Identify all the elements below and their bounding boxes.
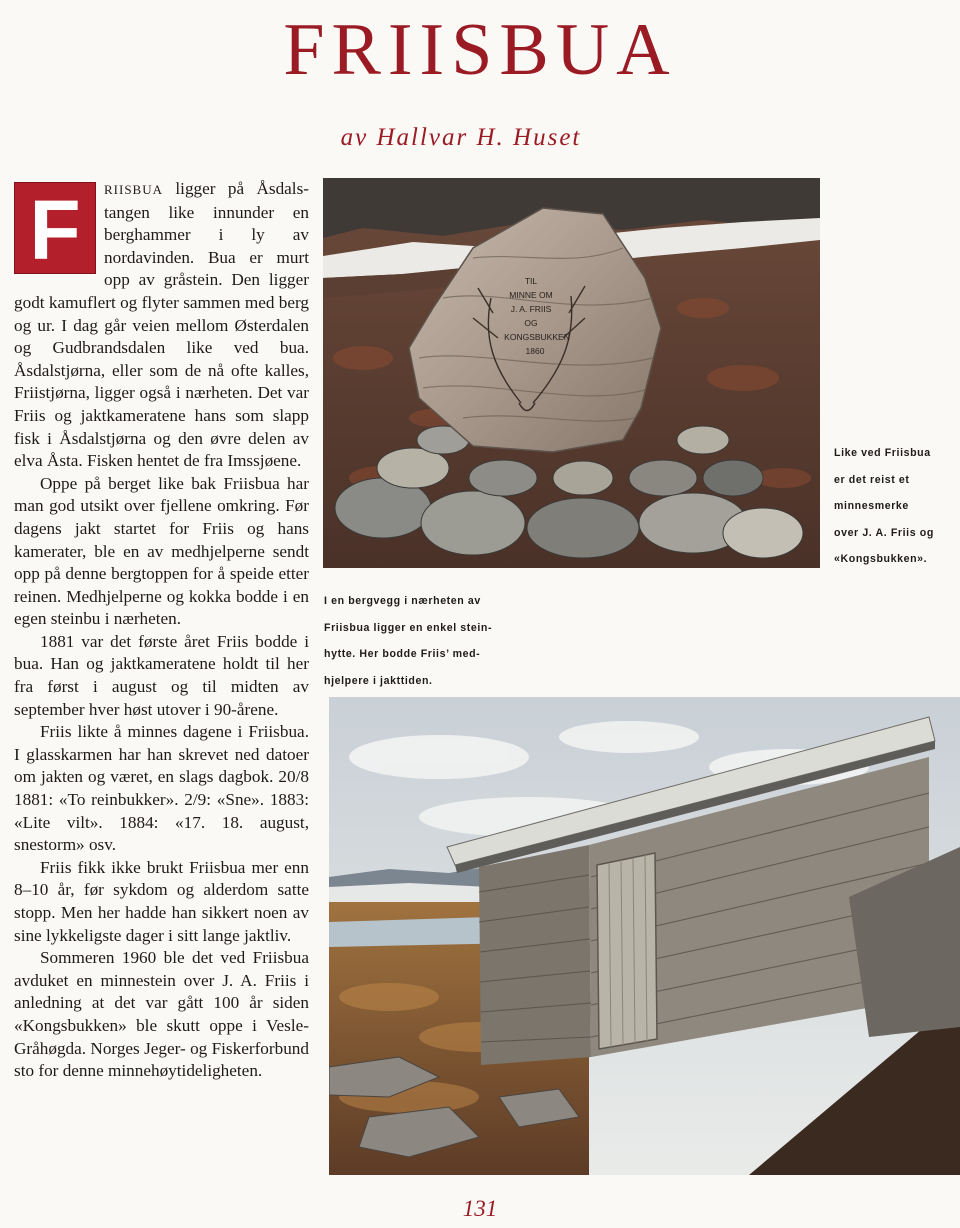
paragraph: Oppe på berget like bak Friisbua har man god utsikt over fjellene omkring. Før dagens jakt startet for Friis og hans kamerater, ble en av medhjelperne sendt opp på denne bergtoppen for å speide etter reinen. Medhjelperne og kokka bodde i en egen steinbu i nærheten. — [14, 473, 309, 629]
paragraph: Friis likte å minnes dagene i Friisbua. I glasskarmen har han skrevet ned datoer om jakten og været, en slags dagbok. 20/8 1881: «To reinbukker». 2/9: «Sne». 1883: «Lite vilt». 1884: «17. 18. august, snestorm» osv. — [14, 722, 309, 855]
page-number: 131 — [462, 1196, 498, 1221]
memorial-caption: Like ved Friisbua er det reist et minnesmerke over J. A. Friis og «Kongsbukken». — [834, 447, 934, 565]
paragraph: Friis fikk ikke brukt Friisbua mer enn 8–10 år, før sykdom og alderdom satte stopp. Men her hadde han sikkert noen av sine lykkeligste dager i sitt lange jaktliv. — [14, 857, 309, 945]
inscription-line: MINNE OM — [509, 290, 553, 300]
article-body — [14, 178, 309, 1083]
hut-caption: I en bergvegg i nærheten av Friisbua ligger en enkel stein- hytte. Her bodde Friis’ med- hjelpere i jakttiden. — [324, 595, 493, 687]
inscription-line: 1860 — [525, 346, 545, 356]
inscription-line: OG — [524, 318, 538, 328]
lead-smallcaps: RIISBUA — [104, 182, 164, 197]
memorial-stone-photo — [323, 178, 820, 568]
byline: av Hallvar H. Huset — [340, 124, 582, 151]
article-title: FRIISBUA — [283, 9, 677, 91]
lead-paragraph — [14, 178, 309, 473]
paragraph: Sommeren 1960 ble det ved Friisbua avduket en minnestein over J. A. Friis i anledning at det var gått 100 år siden «Kongsbukken» ble skutt oppe i Vesle-Gråhøgda. Norges Jeger- og Fiskerforbund sto for denne minnehøytideligheten. — [14, 948, 309, 1081]
inscription-line: KONGSBUKKEN — [504, 332, 570, 342]
inscription-line: TIL — [524, 276, 538, 286]
lead-text: ligger på Åsdalstangen like innunder en berghammer i ly av nordavinden. Bua er murt opp av gråstein. Den ligger godt kamuflert og flyter sammen med berg og ur. I dag går veien mellom Østerdalen og Gudbrandsdalen like ved bua. Åsdalstjørna, eller som de nå ofte kalles, Friistjørna, ligger også i nærheten. Det var Friis og jaktkameratene hans som slapp fisk i Åsdalstjørna og den øvre delen av elva Åsta. Fisken hentet de fra Imssjøene. — [14, 179, 309, 471]
drop-cap: F — [14, 182, 96, 274]
stone-hut-photo — [329, 697, 960, 1175]
inscription-line: J. A. FRIIS — [510, 304, 552, 314]
paragraph: 1881 var det første året Friis bodde i bua. Han og jaktkameratene holdt til her fra først i august og til midten av september hver høst utover i 90-årene. — [14, 631, 309, 719]
